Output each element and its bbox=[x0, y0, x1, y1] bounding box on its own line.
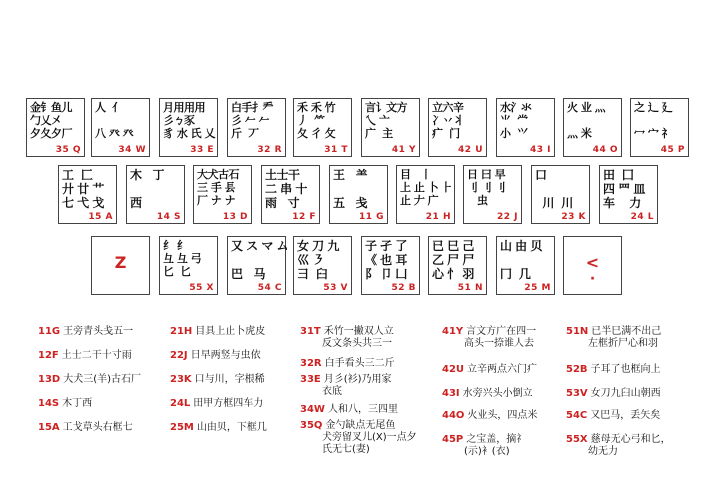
key-i-roots: 水氵氺 ⺌ 龸 小 ⺍ bbox=[500, 101, 532, 140]
key-m[interactable] bbox=[496, 236, 555, 295]
legend-12f bbox=[38, 350, 132, 362]
key-m-code: 25 M bbox=[524, 283, 551, 293]
legend-text: 子耳了也框向上 bbox=[590, 364, 661, 375]
key-w-code: 34 W bbox=[118, 145, 146, 155]
key-r[interactable] bbox=[227, 98, 286, 157]
key-u-roots: 立六辛 冫丷丬 疒 门 bbox=[432, 101, 464, 140]
key-b-roots: 子 孑 了 《 也 耳 阝 卩 凵 bbox=[365, 239, 407, 281]
key-e[interactable] bbox=[159, 98, 218, 157]
legend-54c bbox=[566, 410, 660, 422]
key-u[interactable] bbox=[428, 98, 487, 157]
legend-text: 大犬三(羊)古石厂 bbox=[63, 374, 142, 385]
key-p[interactable] bbox=[630, 98, 689, 157]
legend-code: 42U bbox=[442, 364, 465, 375]
key-y-roots: 言讠文方 乀 亠 广 主 bbox=[365, 101, 407, 140]
key-l-code: 24 L bbox=[630, 212, 654, 222]
key-p-code: 45 P bbox=[660, 145, 685, 155]
key-g[interactable] bbox=[329, 165, 388, 224]
legend-text: 土士二干十寸雨 bbox=[61, 350, 132, 361]
key-v[interactable] bbox=[293, 236, 352, 295]
legend-code: 13D bbox=[38, 374, 61, 385]
legend-32r bbox=[300, 358, 395, 370]
key-v-roots: 女 刀 九 巛 ㇋ 彐 臼 bbox=[297, 239, 339, 281]
legend-43i bbox=[442, 388, 533, 400]
key-s-roots: 木 丁 西 bbox=[130, 168, 165, 210]
legend-text: 木丁西 bbox=[62, 398, 93, 409]
legend-22j bbox=[170, 350, 261, 362]
legend-subtext: 幼无力 bbox=[588, 446, 618, 457]
legend-34w bbox=[300, 404, 398, 416]
key-f[interactable] bbox=[261, 165, 320, 224]
key-q[interactable] bbox=[26, 98, 85, 157]
key-c[interactable] bbox=[227, 236, 289, 295]
key-e-roots: 月用用用 彡ㄅ豕 豸 水 氏 乂 bbox=[163, 101, 215, 140]
key-o-roots: 火 业 灬 灬 米 bbox=[567, 101, 606, 140]
key-d-roots: 大犬古石 三 手 镸 厂 ナ ナ bbox=[197, 168, 239, 207]
legend-text: 立辛两点六门疒 bbox=[467, 364, 538, 375]
key-h-code: 21 H bbox=[425, 212, 451, 222]
key-a[interactable] bbox=[58, 165, 117, 224]
legend-text: 口与川，字根稀 bbox=[194, 374, 265, 385]
key-x-code: 55 X bbox=[189, 283, 214, 293]
legend-subtext: 左框折尸心和羽 bbox=[588, 338, 658, 349]
key-n-roots: 已 巳 己 乙 尸 尸 心 忄 羽 bbox=[432, 239, 474, 281]
legend-44o bbox=[442, 410, 537, 422]
key-j-roots: 日 曰 早 刂 刂 刂 虫 bbox=[467, 168, 506, 207]
legend-code: 34W bbox=[300, 404, 325, 415]
legend-subtext: 犬旁留叉儿(X)一点夕 bbox=[322, 432, 417, 443]
key-x[interactable] bbox=[159, 236, 218, 295]
legend-52b bbox=[566, 364, 661, 376]
key-comma-label: < bbox=[585, 253, 600, 272]
key-comma-sub: · bbox=[589, 271, 596, 287]
key-s-code: 14 S bbox=[156, 212, 181, 222]
key-a-roots: 工 匚 廾 廿 艹 七 弋 戈 bbox=[62, 168, 104, 210]
legend-code: 31T bbox=[300, 326, 321, 337]
legend-subtext-2: 氏无七(妻) bbox=[322, 444, 370, 455]
legend-subtext: 高头一捺谁人去 bbox=[464, 338, 534, 349]
legend-code: 14S bbox=[38, 398, 60, 409]
legend-code: 21H bbox=[170, 326, 193, 337]
legend-text: 白手看头三二斤 bbox=[324, 358, 395, 369]
key-l-roots: 田 囗 四 罒 皿 车 力 bbox=[603, 168, 645, 210]
legend-code: 11G bbox=[38, 326, 61, 337]
key-p-roots: 之 辶 廴 冖 宀 礻 bbox=[634, 101, 673, 140]
key-e-code: 33 E bbox=[190, 145, 214, 155]
key-s[interactable] bbox=[126, 165, 185, 224]
key-w[interactable] bbox=[91, 98, 150, 157]
legend-subtext: (示)衤(衣) bbox=[464, 446, 510, 457]
key-j[interactable] bbox=[463, 165, 522, 224]
legend-11g bbox=[38, 326, 133, 338]
key-k-roots: 口 川 川 bbox=[535, 168, 573, 210]
legend-15a bbox=[38, 422, 133, 434]
legend-25m bbox=[170, 422, 267, 434]
legend-code: 12F bbox=[38, 350, 59, 361]
legend-text: 之宝盖，摘礻 bbox=[466, 434, 527, 445]
legend-31t bbox=[300, 326, 394, 350]
legend-text: 目具上止卜虎皮 bbox=[195, 326, 266, 337]
key-h-roots: 目 丨 上 止 卜 ⺊ 止 𠂇 广 bbox=[400, 168, 452, 207]
legend-14s bbox=[38, 398, 92, 410]
key-q-roots: 金钅鱼儿 勹乂㐅 夕夂夕厂 bbox=[30, 101, 72, 140]
key-u-code: 42 U bbox=[458, 145, 483, 155]
legend-code: 41Y bbox=[442, 326, 464, 337]
key-q-code: 35 Q bbox=[55, 145, 81, 155]
legend-51n bbox=[566, 326, 661, 350]
legend-code: 15A bbox=[38, 422, 60, 433]
legend-text: 山由贝，下框几 bbox=[196, 422, 267, 433]
legend-45p bbox=[442, 434, 526, 458]
key-d[interactable] bbox=[193, 165, 252, 224]
key-t-roots: 禾 禾 竹 丿 ⺮ 夂 彳 攵 bbox=[297, 101, 336, 140]
legend-code: 52B bbox=[566, 364, 588, 375]
legend-text: 王旁青头戋五一 bbox=[63, 326, 134, 337]
legend-code: 35Q bbox=[300, 420, 323, 431]
legend-code: 22J bbox=[170, 350, 188, 361]
legend-text: 已半巳满不出己 bbox=[591, 326, 662, 337]
key-t-code: 31 T bbox=[324, 145, 348, 155]
legend-code: 25M bbox=[170, 422, 194, 433]
legend-text: 女刀九臼山朝西 bbox=[590, 388, 661, 399]
key-k-code: 23 K bbox=[561, 212, 586, 222]
key-x-roots: 纟 纟 彑 彑 弓 匕 匕 bbox=[163, 239, 202, 278]
key-c-code: 54 C bbox=[257, 283, 282, 293]
key-o[interactable] bbox=[563, 98, 622, 157]
key-w-roots: 人 亻 八 癶 癶 bbox=[95, 101, 134, 140]
key-b[interactable] bbox=[361, 236, 420, 295]
legend-23k bbox=[170, 374, 265, 386]
legend-code: 55X bbox=[566, 434, 588, 445]
legend-text: 禾竹一撇双人立 bbox=[323, 326, 394, 337]
key-v-code: 53 V bbox=[323, 283, 348, 293]
key-b-code: 52 B bbox=[391, 283, 416, 293]
legend-text: 慈母无心弓和匕， bbox=[590, 434, 671, 445]
key-a-code: 15 A bbox=[88, 212, 113, 222]
legend-33e bbox=[300, 374, 392, 398]
legend-code: 53V bbox=[566, 388, 588, 399]
key-j-code: 22 J bbox=[496, 212, 518, 222]
legend-21h bbox=[170, 326, 265, 338]
legend-text: 日早两竖与虫依 bbox=[190, 350, 261, 361]
key-f-roots: 土士干 二 串 十 雨 寸 bbox=[265, 168, 307, 210]
legend-text: 水旁兴头小倒立 bbox=[462, 388, 533, 399]
key-y-code: 41 Y bbox=[391, 145, 416, 155]
legend-text: 田甲方框四车力 bbox=[193, 398, 264, 409]
key-z[interactable] bbox=[91, 236, 150, 295]
key-i[interactable] bbox=[496, 98, 555, 157]
key-c-roots: 又 ス マ ム 巴 马 bbox=[231, 239, 289, 281]
key-f-code: 12 F bbox=[292, 212, 316, 222]
legend-subtext: 衣底 bbox=[322, 386, 342, 397]
legend-code: 24L bbox=[170, 398, 191, 409]
legend-code: 54C bbox=[566, 410, 588, 421]
key-n-code: 51 N bbox=[457, 283, 483, 293]
key-t[interactable] bbox=[293, 98, 352, 157]
legend-text: 工戈草头右框七 bbox=[62, 422, 133, 433]
key-g-code: 11 G bbox=[358, 212, 384, 222]
key-r-roots: 白手扌龵 彡 𠂉 𠂉 斤 丆 bbox=[231, 101, 273, 140]
legend-code: 32R bbox=[300, 358, 322, 369]
legend-code: 44O bbox=[442, 410, 465, 421]
legend-text: 又巴马，丢矢矣 bbox=[590, 410, 661, 421]
legend-code: 45P bbox=[442, 434, 464, 445]
key-y[interactable] bbox=[361, 98, 420, 157]
key-o-code: 44 O bbox=[592, 145, 618, 155]
key-r-code: 32 R bbox=[257, 145, 282, 155]
legend-text: 火业头，四点米 bbox=[467, 410, 538, 421]
key-k[interactable] bbox=[531, 165, 590, 224]
key-l[interactable] bbox=[599, 165, 658, 224]
legend-subtext: 反文条头共三一 bbox=[322, 338, 392, 349]
key-m-roots: 山 由 贝 冂 几 bbox=[500, 239, 542, 281]
legend-text: 金勺缺点无尾鱼 bbox=[325, 420, 396, 431]
legend-42u bbox=[442, 364, 537, 376]
legend-53v bbox=[566, 388, 661, 400]
legend-code: 33E bbox=[300, 374, 321, 385]
legend-code: 43I bbox=[442, 388, 460, 399]
legend-text: 人和八，三四里 bbox=[327, 404, 398, 415]
legend-41y bbox=[442, 326, 536, 350]
legend-text: 言文方广在四一 bbox=[466, 326, 537, 337]
legend-24l bbox=[170, 398, 263, 410]
legend-35q bbox=[300, 420, 417, 456]
legend-code: 23K bbox=[170, 374, 192, 385]
key-comma[interactable] bbox=[563, 236, 622, 295]
key-g-roots: 王 ⺷ 五 戋 bbox=[333, 168, 368, 210]
legend-text: 月彡(衫)乃用家 bbox=[323, 374, 392, 385]
key-d-code: 13 D bbox=[222, 212, 248, 222]
key-h[interactable] bbox=[396, 165, 455, 224]
key-z-label: Z bbox=[114, 253, 127, 272]
legend-55x bbox=[566, 434, 671, 458]
key-i-code: 43 I bbox=[529, 145, 551, 155]
legend-13d bbox=[38, 374, 141, 386]
key-n[interactable] bbox=[428, 236, 487, 295]
legend-code: 51N bbox=[566, 326, 589, 337]
